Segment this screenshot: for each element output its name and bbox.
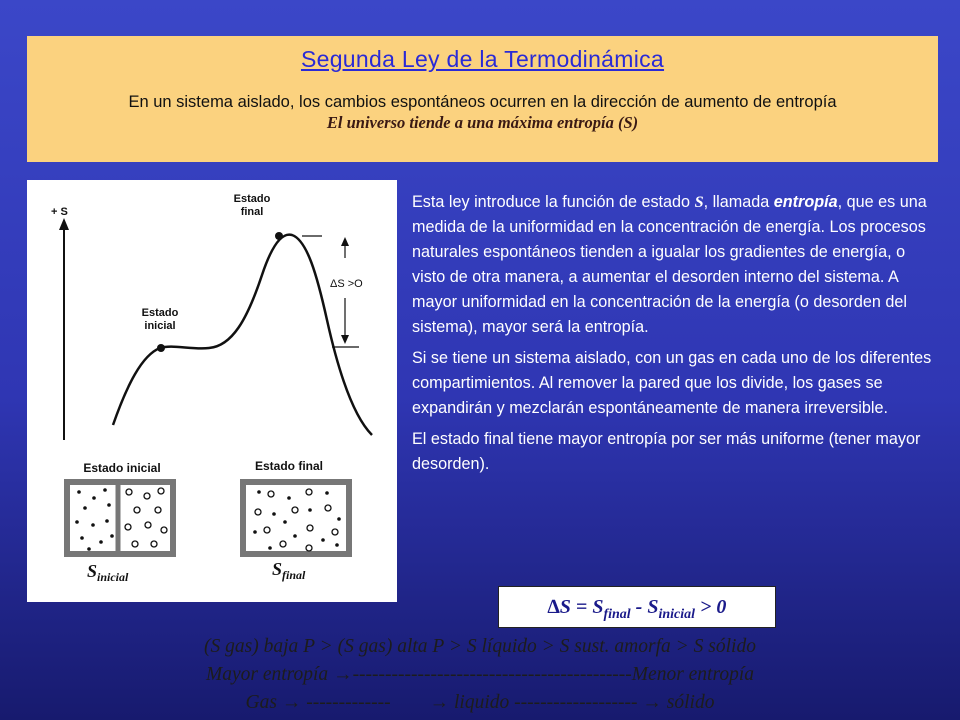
slide-title: Segunda Ley de la Termodinámica <box>300 46 665 72</box>
delta-label: ΔS >O <box>330 278 363 290</box>
s-final-label <box>272 559 306 582</box>
s-final-main: S <box>272 559 283 579</box>
box-final-title: Estado final <box>254 459 324 473</box>
description-panel <box>412 190 934 483</box>
initial-state-label-2: inicial <box>144 320 176 332</box>
phase-solid: sólido <box>661 692 715 713</box>
law-statement: En un sistema aislado, los cambios espontáneos ocurren en la dirección de aumento de entropía <box>128 93 837 111</box>
entropy-equation <box>498 586 776 628</box>
scale-text-a: Mayor entropía <box>205 664 334 685</box>
entropy-curve <box>113 235 372 435</box>
right-arrow-icon: → <box>333 664 353 685</box>
right-arrow-icon: → <box>281 692 302 713</box>
box-initial-title: Estado inicial <box>83 461 161 475</box>
right-arrow-icon: → <box>429 692 450 713</box>
s-initial-label <box>87 561 129 584</box>
law-quote: El universo tiende a una máxima entropía (S) <box>326 113 639 132</box>
eq-sub-initial: inicial <box>658 607 696 622</box>
s-final-sub: final <box>282 568 306 582</box>
s-initial-sub: inicial <box>97 570 129 584</box>
y-axis-arrow <box>59 218 69 230</box>
right-arrow-icon: → <box>642 692 662 713</box>
p1-text-b: , llamada <box>703 193 774 211</box>
phase-dashes-1: ------------- <box>301 692 430 713</box>
s-initial-main: S <box>87 561 98 581</box>
eq-tail: > 0 <box>695 596 727 618</box>
description-paragraph-3: El estado final tiene mayor entropía por ser más uniforme (tener mayor desorden). <box>412 430 921 473</box>
p1-symbol-s: S <box>694 193 704 211</box>
eq-sub-final: final <box>603 607 631 622</box>
phase-gas: Gas <box>245 692 282 713</box>
initial-state-point <box>157 344 165 352</box>
entropy-scale-line <box>0 664 960 686</box>
delta-up-arrow <box>341 237 349 246</box>
eq-minus: - <box>630 596 648 618</box>
delta-down-arrow <box>341 335 349 344</box>
initial-state-label-1: Estado <box>141 307 179 319</box>
eq-s-initial: S <box>647 596 659 618</box>
phase-order-line <box>0 692 960 714</box>
description-paragraph-1 <box>412 190 934 340</box>
scale-text-b: -------------------------------------------Menor entropía <box>352 664 755 685</box>
y-axis-label: + S <box>51 206 68 218</box>
final-state-label-2: final <box>240 206 264 218</box>
p1-text-c: , que es una medida de la uniformidad en la concentración de energía. Los procesos naturales espontáneos tienden a igualar los gradientes de energía, o visto de otra manera, a aumentar el desorden interno del sistema. A mayor uniformidad en la concentración de la energía (o desorden del sistema), mayor será la entropía. <box>412 193 927 336</box>
entropy-order-line: (S gas) baja P > (S gas) alta P > S líquido > S sust. amorfa > S sólido <box>204 636 756 657</box>
p1-text-a: Esta ley introduce la función de estado <box>412 193 695 211</box>
entropy-diagram <box>27 180 397 602</box>
final-state-point <box>275 232 283 240</box>
description-paragraph-2: Si se tiene un sistema aislado, con un gas en cada uno de los diferentes compartimientos. Al remover la pared que los divide, los gases se expandirán y mezclarán espontáneamente de manera irreversible. <box>412 349 932 417</box>
eq-delta: ∆S = <box>547 596 593 618</box>
final-state-label-1: Estado <box>233 193 271 205</box>
entropy-figure <box>27 180 397 602</box>
title-banner <box>27 36 938 162</box>
p1-entropia: entropía <box>773 193 838 211</box>
eq-s-final: S <box>592 596 604 618</box>
phase-liquid: liquido ------------------- <box>449 692 643 713</box>
